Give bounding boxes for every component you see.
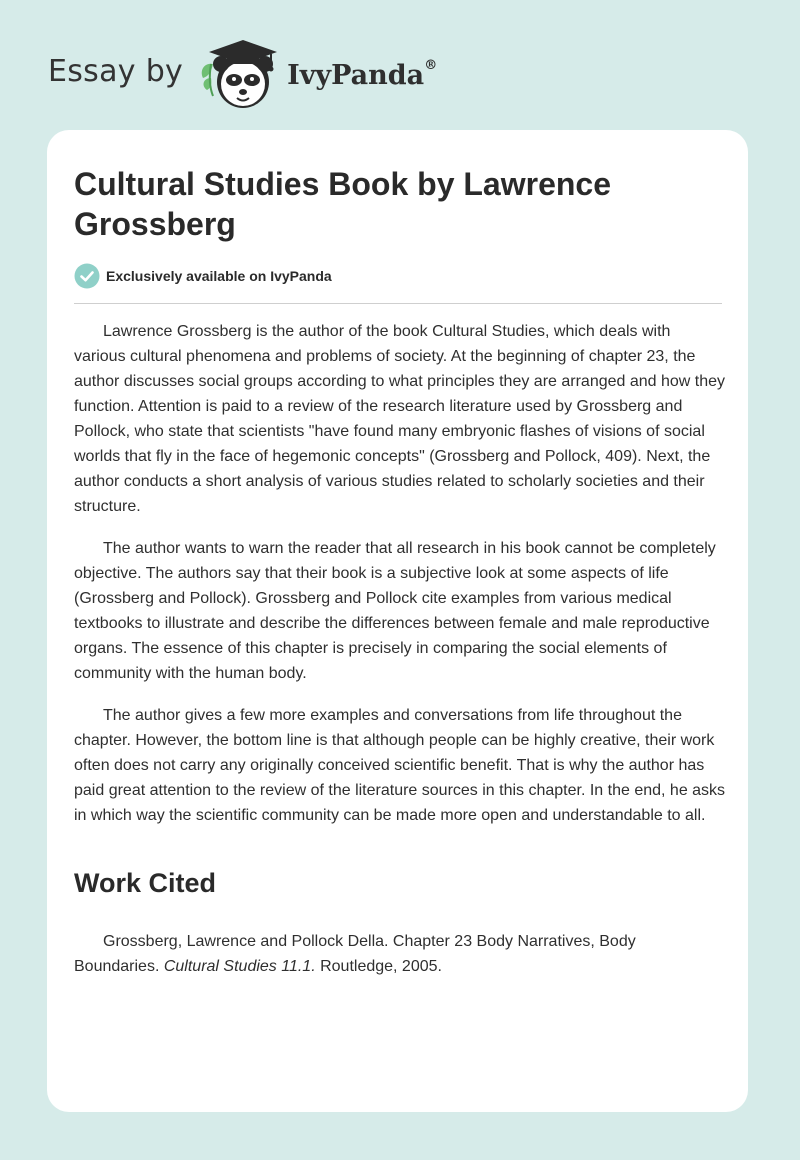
divider bbox=[74, 303, 722, 304]
essay-by-label: Essay by bbox=[48, 53, 184, 89]
paragraph: The author gives a few more examples and conversations from life throughout the chapter. However, the bottom line is that although people can be highly creative, their work often does not carry any originally conceived scientific benefit. That is why the author has paid great attention to the review of the literature sources in this chapter. In the end, he asks in which way the scientific community can be made more open and understandable to all. bbox=[74, 707, 726, 824]
check-circle-icon bbox=[74, 263, 100, 289]
citation-source-title: Cultural Studies 11.1. bbox=[163, 958, 316, 975]
essay-body bbox=[74, 319, 726, 845]
panda-graduation-cap-icon bbox=[197, 34, 283, 114]
works-cited-heading: Work Cited bbox=[74, 868, 217, 898]
brand-name bbox=[287, 57, 438, 91]
citation-publisher: Routledge, 2005. bbox=[315, 958, 442, 975]
badge-label: Exclusively available on IvyPanda bbox=[106, 268, 332, 284]
brand-text: IvyPanda bbox=[287, 59, 425, 91]
citation-entry bbox=[74, 929, 714, 979]
citation-text: Grossberg, Lawrence and Pollock Della. Chapter 23 Body Narratives, Body Boundaries. bbox=[74, 933, 636, 975]
page-title: Cultural Studies Book by Lawrence Grossberg bbox=[74, 166, 611, 242]
exclusive-badge bbox=[74, 263, 332, 289]
essay-card bbox=[47, 130, 748, 1112]
paragraph: Lawrence Grossberg is the author of the book Cultural Studies, which deals with various cultural phenomena and problems of society. At the beginning of chapter 23, the author discusses social groups according to what principles they are arranged and how they function. Attention is paid to a review of the research literature used by Grossberg and Pollock, who state that scientists "have found many embryonic flashes of visions of social worlds that fly in the face of hegemonic concepts" (Grossberg and Pollock, 409). Next, the author conducts a short analysis of various studies related to scholarly societies and their structure. bbox=[74, 323, 726, 515]
site-header bbox=[48, 34, 437, 114]
paragraph: The author wants to warn the reader that all research in his book cannot be completely objective. The authors say that their book is a subjective look at some aspects of life (Grossberg and Pollock). Grossberg and Pollock cite examples from various medical textbooks to illustrate and describe the differences between female and male reproductive organs. The essence of this chapter is precisely in comparing the social elements of community with the human body. bbox=[74, 540, 716, 682]
registered-mark: ® bbox=[424, 57, 438, 73]
